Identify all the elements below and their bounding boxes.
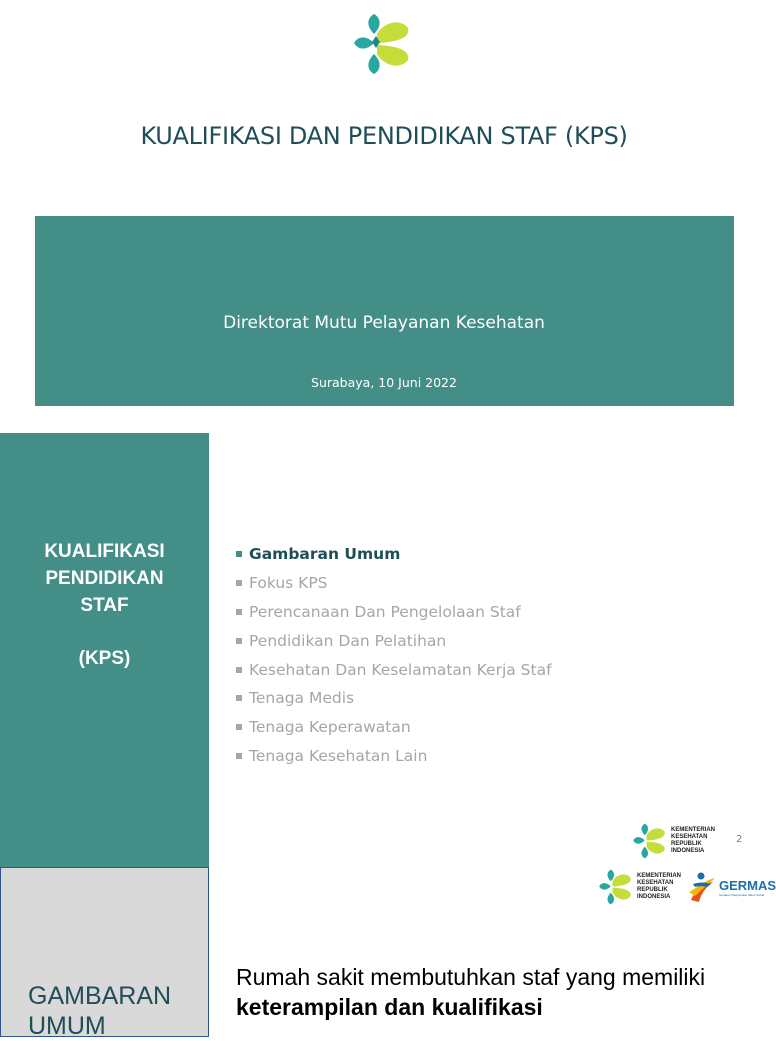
section-side-title: GAMBARAN UMUM xyxy=(28,982,172,1040)
bullet-icon xyxy=(236,695,242,701)
footer-logos xyxy=(598,868,776,906)
germas-wordmark: GERMAS xyxy=(719,877,776,893)
kemenkes-logo-icon xyxy=(598,868,634,906)
bullet-icon xyxy=(236,753,242,759)
bullet-icon xyxy=(236,551,242,557)
logo-caption: KEMENTERIAN KESEHATAN REPUBLIK INDONESIA xyxy=(671,827,716,854)
germas-logo-icon xyxy=(687,870,717,904)
agenda-item: Perencanaan Dan Pengelolaan Staf xyxy=(236,598,552,627)
agenda-item: Gambaran Umum xyxy=(236,540,552,569)
kemenkes-logo-icon xyxy=(632,822,668,860)
bullet-icon xyxy=(236,609,242,615)
presentation-date: Surabaya, 10 Juni 2022 xyxy=(311,375,457,390)
body-paragraph: Rumah sakit membutuhkan staf yang memiliki keterampilan dan kualifikasi xyxy=(236,964,706,1020)
bullet-icon xyxy=(236,667,242,673)
agenda-item: Tenaga Medis xyxy=(236,684,552,713)
bullet-icon xyxy=(236,638,242,644)
organization-name: Direktorat Mutu Pelayanan Kesehatan xyxy=(223,313,545,333)
germas-logo xyxy=(687,870,776,904)
germas-tagline: Gerakan Masyarakat Hidup Sehat xyxy=(719,892,765,897)
agenda-item: Tenaga Kesehatan Lain xyxy=(236,742,552,771)
bullet-icon xyxy=(236,724,242,730)
agenda-item: Kesehatan Dan Keselamatan Kerja Staf xyxy=(236,655,552,684)
agenda-list xyxy=(236,540,552,770)
agenda-item: Fokus KPS xyxy=(236,569,552,598)
bullet-icon xyxy=(236,580,242,586)
section-side-title: KUALIFIKASI PENDIDIKAN STAF (KPS) xyxy=(44,541,165,669)
agenda-item: Tenaga Keperawatan xyxy=(236,713,552,742)
kemenkes-logo xyxy=(632,822,715,860)
kemenkes-logo-icon xyxy=(352,12,414,76)
logo-caption: KEMENTERIAN KESEHATAN REPUBLIK INDONESIA xyxy=(637,873,682,900)
page-number: 2 xyxy=(736,834,743,845)
agenda-item: Pendidikan Dan Pelatihan xyxy=(236,626,552,655)
slide-title: KUALIFIKASI DAN PENDIDIKAN STAF (KPS) xyxy=(140,122,628,150)
